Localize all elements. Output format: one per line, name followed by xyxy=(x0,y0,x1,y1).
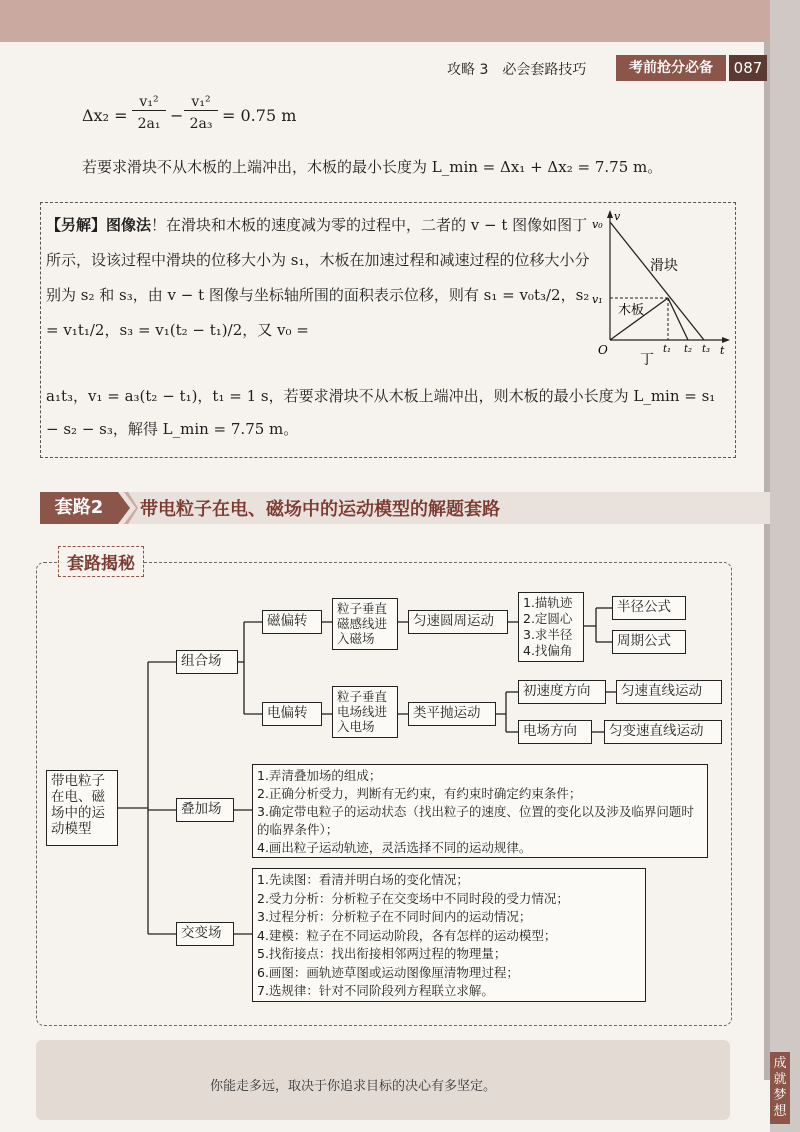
v-axis-label: v xyxy=(614,210,621,223)
root-node: 带电粒子在电、磁场中的运动模型 xyxy=(46,770,118,846)
t1-label: t₁ xyxy=(663,344,672,355)
alt-method: 图像法 xyxy=(106,216,152,234)
side-tab xyxy=(770,1052,790,1124)
board-label: 木板 xyxy=(618,303,645,318)
header-badge: 考前抢分必备 xyxy=(616,55,726,81)
alt-body: ！在滑块和木板的速度减为零的过程中，二者的 v − t 图像如图丁所示，设该过程中滑块的位移大小为 s₁，木板在加速过程和减速过程的位移大小分别为 s₂ 和 s₃，由 v − t 图像与坐标轴所围的面积表示位移，则有 s₁ = v₀t₃/2，s₂ = v₁t₁/2，s₃ = v₁(t₂ − t₁)/2，又 v₀ = xyxy=(46,216,590,339)
header-section: 攻略 3 必会套路技巧 xyxy=(447,62,587,78)
e-dir-node: 电场方向 xyxy=(518,720,592,744)
elec-motion-node: 类平抛运动 xyxy=(408,702,496,726)
elec-cond-node: 粒子垂直电场线进入电场 xyxy=(332,686,398,738)
section-label: 套路2 xyxy=(40,492,118,524)
mag-cond-node: 粒子垂直磁感线进入磁场 xyxy=(332,598,398,650)
t2-label: t₂ xyxy=(684,344,693,355)
footer-quote: 你能走多远，取决于你追求目标的决心有多坚定。 xyxy=(210,1079,497,1094)
formula-frac2-den: 2a₃ xyxy=(189,116,213,132)
origin-label: O xyxy=(598,343,608,357)
alt-solution-text-2: a₁t₃，v₁ = a₃(t₂ − t₁)，t₁ = 1 s，若要求滑块不从木板上端冲出，则木板的最小长度为 L_min = s₁ − s₂ − s₃，解得 L_min = 7.75 m。 xyxy=(46,387,716,438)
mag-node: 磁偏转 xyxy=(262,610,322,634)
formula-rhs: = 0.75 m xyxy=(222,106,297,125)
radius-node: 半径公式 xyxy=(612,596,686,620)
alternating-steps-node: 1.先读图：看清并明白场的变化情况； 2.受力分析：分析粒子在交变场中不同时段的受力情况； 3.过程分析：分析粒子在不同时间内的运动情况； 4.建模：粒子在不同运动阶段，各有怎样的运动模型； 5.找衔接点：找出衔接相邻两过程的物理量； 6.画图：画轨迹草图或运动图像厘清物理过程； 7.选规律：针对不同阶段列方程联立求解。 xyxy=(252,868,646,1002)
combo-node: 组合场 xyxy=(176,650,238,674)
paragraph-min-length: 若要求滑块不从木板的上端冲出，木板的最小长度为 L_min = Δx₁ + Δx₂ = 7.75 m。 xyxy=(82,158,663,176)
v0-dir-node: 初速度方向 xyxy=(518,680,606,704)
mag-motion-node: 匀速圆周运动 xyxy=(408,610,508,634)
superpose-steps-node: 1.弄清叠加场的组成； 2.正确分析受力，判断有无约束，有约束时确定约束条件； 3.确定带电粒子的运动状态（找出粒子的速度、位置的变化以及涉及临界问题时的临界条件）； 4.画出粒子运动轨迹，灵活选择不同的运动规律。 xyxy=(252,764,708,858)
t-axis-label: t xyxy=(720,344,725,357)
side-tab-text: 成就梦想 xyxy=(773,1056,787,1119)
mag-steps-node: 1.描轨迹 2.定圆心 3.求半径 4.找偏角 xyxy=(518,592,584,662)
section-title: 带电粒子在电、磁场中的运动模型的解题套路 xyxy=(140,499,500,520)
concept-map-tag: 套路揭秘 xyxy=(58,546,144,577)
slider-label: 滑块 xyxy=(650,258,678,274)
elec-node: 电偏转 xyxy=(262,702,322,726)
superpose-node: 叠加场 xyxy=(176,798,234,822)
page-number: 087 xyxy=(729,55,767,81)
period-node: 周期公式 xyxy=(612,630,686,654)
t3-label: t₃ xyxy=(702,344,711,355)
alt-label: 【另解】 xyxy=(46,216,107,234)
formula-frac1-den: 2a₁ xyxy=(137,116,161,132)
alternating-node: 交变场 xyxy=(176,922,234,946)
formula-frac2-num: v₁² xyxy=(184,94,218,111)
v0-label: v₀ xyxy=(592,218,603,231)
formula-minus: − xyxy=(170,106,184,125)
v0-motion-node: 匀速直线运动 xyxy=(616,680,722,704)
graph-caption: 丁 xyxy=(640,352,654,368)
formula-lhs: Δx₂ = xyxy=(82,106,128,125)
v1-label: v₁ xyxy=(592,293,603,306)
formula-frac1-num: v₁² xyxy=(132,94,166,111)
e-motion-node: 匀变速直线运动 xyxy=(604,720,722,744)
